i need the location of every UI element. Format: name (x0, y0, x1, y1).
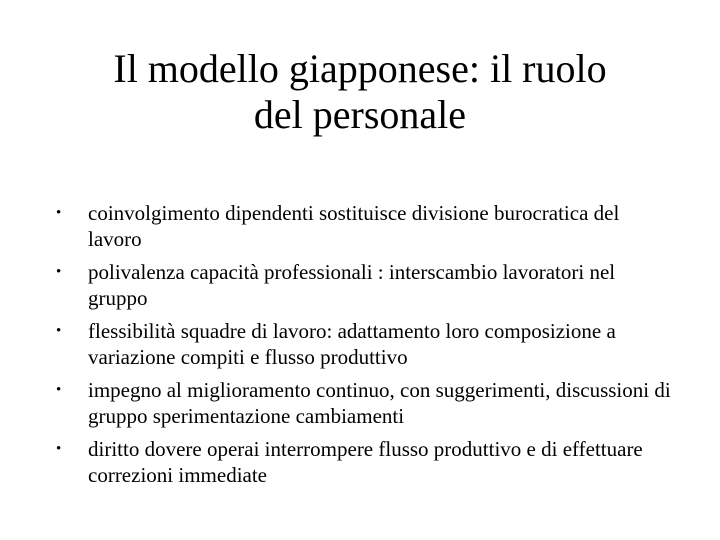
slide-title-line-1: Il modello giapponese: il ruolo (113, 46, 607, 91)
bullet-item-5 (56, 436, 676, 488)
slide-title-line-2: del personale (253, 92, 467, 137)
bullet-text: impegno al miglioramento continuo, con suggerimenti, discussioni di gruppo sperimentazione cambiamenti (88, 378, 671, 428)
bullet-marker: • (56, 205, 62, 221)
bullet-text: coinvolgimento dipendenti sostituisce divisione burocratica del lavoro (88, 201, 620, 251)
bullet-marker: • (56, 382, 62, 398)
bullet-marker: • (56, 441, 62, 457)
slide-title (40, 46, 680, 138)
bullet-text: polivalenza capacità professionali : interscambio lavoratori nel gruppo (88, 260, 616, 310)
bullet-marker: • (56, 323, 62, 339)
bullet-item-3 (56, 318, 676, 370)
bullet-marker: • (56, 264, 62, 280)
bullet-item-4 (56, 377, 676, 429)
bullet-list (56, 200, 676, 495)
bullet-item-2 (56, 259, 676, 311)
bullet-text: diritto dovere operai interrompere flusso produttivo e di effettuare correzioni immediate (88, 437, 643, 487)
bullet-item-1 (56, 200, 676, 252)
bullet-text: flessibilità squadre di lavoro: adattamento loro composizione a variazione compiti e flusso produttivo (88, 319, 616, 369)
